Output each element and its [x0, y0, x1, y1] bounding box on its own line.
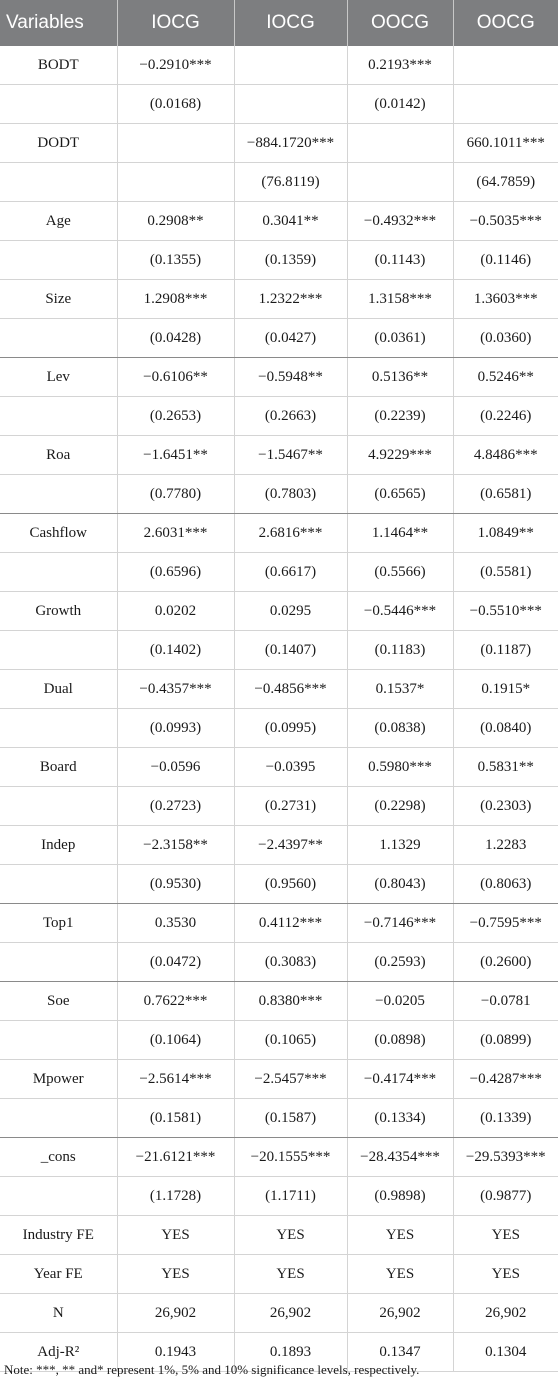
- coefficient-cell: (0.7803): [234, 475, 347, 514]
- coefficient-cell: (0.2731): [234, 787, 347, 826]
- table-body: [0, 46, 558, 1372]
- coefficient-cell: (0.1407): [234, 631, 347, 670]
- table-row-se: [0, 553, 558, 592]
- coefficient-cell: −0.6106**: [117, 358, 234, 397]
- coefficient-cell: [453, 46, 558, 85]
- variable-name-cell: [0, 1099, 117, 1138]
- coefficient-cell: (0.0838): [347, 709, 453, 748]
- coefficient-cell: (0.1355): [117, 241, 234, 280]
- coefficient-cell: 0.3530: [117, 904, 234, 943]
- coefficient-cell: −0.4287***: [453, 1060, 558, 1099]
- coefficient-cell: (0.1334): [347, 1099, 453, 1138]
- coefficient-cell: −0.5446***: [347, 592, 453, 631]
- coefficient-cell: [234, 85, 347, 124]
- coefficient-cell: YES: [234, 1255, 347, 1294]
- variable-name-cell: [0, 1021, 117, 1060]
- coefficient-cell: 0.7622***: [117, 982, 234, 1021]
- variable-name-cell: Mpower: [0, 1060, 117, 1099]
- header-oocg-2: OOCG: [453, 0, 558, 46]
- header-variables: Variables: [0, 0, 117, 46]
- coefficient-cell: (0.7780): [117, 475, 234, 514]
- coefficient-cell: 1.2908***: [117, 280, 234, 319]
- variable-name-cell: Age: [0, 202, 117, 241]
- coefficient-cell: (0.1402): [117, 631, 234, 670]
- coefficient-cell: −0.0781: [453, 982, 558, 1021]
- coefficient-cell: −0.4357***: [117, 670, 234, 709]
- coefficient-cell: −0.4932***: [347, 202, 453, 241]
- coefficient-cell: (0.6596): [117, 553, 234, 592]
- table-row: [0, 1255, 558, 1294]
- coefficient-cell: −0.0205: [347, 982, 453, 1021]
- coefficient-cell: (0.1587): [234, 1099, 347, 1138]
- variable-name-cell: [0, 397, 117, 436]
- coefficient-cell: 660.1011***: [453, 124, 558, 163]
- variable-name-cell: Growth: [0, 592, 117, 631]
- variable-name-cell: [0, 163, 117, 202]
- coefficient-cell: −0.0596: [117, 748, 234, 787]
- coefficient-cell: 0.0295: [234, 592, 347, 631]
- table-row: [0, 202, 558, 241]
- table-row: [0, 280, 558, 319]
- coefficient-cell: (0.3083): [234, 943, 347, 982]
- coefficient-cell: (76.8119): [234, 163, 347, 202]
- coefficient-cell: (0.1581): [117, 1099, 234, 1138]
- coefficient-cell: (0.1187): [453, 631, 558, 670]
- coefficient-cell: −0.5035***: [453, 202, 558, 241]
- coefficient-cell: 1.3603***: [453, 280, 558, 319]
- coefficient-cell: (0.2653): [117, 397, 234, 436]
- coefficient-cell: [347, 163, 453, 202]
- coefficient-cell: (0.0840): [453, 709, 558, 748]
- header-iocg-2: IOCG: [234, 0, 347, 46]
- coefficient-cell: 1.1464**: [347, 514, 453, 553]
- coefficient-cell: −2.5457***: [234, 1060, 347, 1099]
- coefficient-cell: (0.0899): [453, 1021, 558, 1060]
- table-row: [0, 982, 558, 1021]
- coefficient-cell: (1.1728): [117, 1177, 234, 1216]
- coefficient-cell: (0.1339): [453, 1099, 558, 1138]
- table-note: Note: ***, ** and* represent 1%, 5% and 10% significance levels, respectively.: [4, 1362, 420, 1377]
- coefficient-cell: YES: [347, 1255, 453, 1294]
- coefficient-cell: (0.0428): [117, 319, 234, 358]
- coefficient-cell: YES: [453, 1255, 558, 1294]
- coefficient-cell: 0.4112***: [234, 904, 347, 943]
- variable-name-cell: [0, 865, 117, 904]
- coefficient-cell: (0.8043): [347, 865, 453, 904]
- variable-name-cell: [0, 553, 117, 592]
- coefficient-cell: (0.2663): [234, 397, 347, 436]
- coefficient-cell: −0.7595***: [453, 904, 558, 943]
- coefficient-cell: (0.0427): [234, 319, 347, 358]
- coefficient-cell: (0.1146): [453, 241, 558, 280]
- coefficient-cell: (0.2298): [347, 787, 453, 826]
- variable-name-cell: _cons: [0, 1138, 117, 1177]
- table-row: [0, 904, 558, 943]
- table-row-se: [0, 475, 558, 514]
- coefficient-cell: −28.4354***: [347, 1138, 453, 1177]
- coefficient-cell: −29.5393***: [453, 1138, 558, 1177]
- coefficient-cell: 0.5831**: [453, 748, 558, 787]
- coefficient-cell: (0.5581): [453, 553, 558, 592]
- variable-name-cell: Indep: [0, 826, 117, 865]
- variable-name-cell: Board: [0, 748, 117, 787]
- coefficient-cell: 0.8380***: [234, 982, 347, 1021]
- table-row-se: [0, 241, 558, 280]
- variable-name-cell: DODT: [0, 124, 117, 163]
- coefficient-cell: (0.2600): [453, 943, 558, 982]
- coefficient-cell: −0.7146***: [347, 904, 453, 943]
- coefficient-cell: (0.0361): [347, 319, 453, 358]
- coefficient-cell: (0.1064): [117, 1021, 234, 1060]
- coefficient-cell: 26,902: [234, 1294, 347, 1333]
- table-row-se: [0, 1177, 558, 1216]
- coefficient-cell: (0.1143): [347, 241, 453, 280]
- coefficient-cell: 0.3041**: [234, 202, 347, 241]
- coefficient-cell: −2.3158**: [117, 826, 234, 865]
- variable-name-cell: Lev: [0, 358, 117, 397]
- coefficient-cell: (0.0995): [234, 709, 347, 748]
- table-row: [0, 1294, 558, 1333]
- coefficient-cell: (0.0360): [453, 319, 558, 358]
- coefficient-cell: YES: [234, 1216, 347, 1255]
- coefficient-cell: 0.1943: [117, 1333, 234, 1372]
- variable-name-cell: [0, 85, 117, 124]
- coefficient-cell: 1.2322***: [234, 280, 347, 319]
- variable-name-cell: Soe: [0, 982, 117, 1021]
- coefficient-cell: YES: [117, 1216, 234, 1255]
- coefficient-cell: [453, 85, 558, 124]
- coefficient-cell: 1.1329: [347, 826, 453, 865]
- table-row-se: [0, 163, 558, 202]
- table-row-se: [0, 397, 558, 436]
- variable-name-cell: Cashflow: [0, 514, 117, 553]
- coefficient-cell: (0.5566): [347, 553, 453, 592]
- header-oocg-1: OOCG: [347, 0, 453, 46]
- coefficient-cell: 0.0202: [117, 592, 234, 631]
- coefficient-cell: 4.9229***: [347, 436, 453, 475]
- coefficient-cell: (0.0142): [347, 85, 453, 124]
- variable-name-cell: Top1: [0, 904, 117, 943]
- table-row: [0, 748, 558, 787]
- coefficient-cell: −1.5467**: [234, 436, 347, 475]
- coefficient-cell: −0.4856***: [234, 670, 347, 709]
- coefficient-cell: −0.2910***: [117, 46, 234, 85]
- coefficient-cell: [347, 124, 453, 163]
- coefficient-cell: (64.7859): [453, 163, 558, 202]
- coefficient-cell: (0.1065): [234, 1021, 347, 1060]
- coefficient-cell: (1.1711): [234, 1177, 347, 1216]
- coefficient-cell: (0.1183): [347, 631, 453, 670]
- table-row-se: [0, 1021, 558, 1060]
- coefficient-cell: 0.5136**: [347, 358, 453, 397]
- coefficient-cell: 26,902: [347, 1294, 453, 1333]
- coefficient-cell: (0.9898): [347, 1177, 453, 1216]
- table-row-se: [0, 787, 558, 826]
- variable-name-cell: BODT: [0, 46, 117, 85]
- coefficient-cell: (0.0993): [117, 709, 234, 748]
- coefficient-cell: (0.6565): [347, 475, 453, 514]
- table-row: [0, 826, 558, 865]
- table-row-se: [0, 1099, 558, 1138]
- coefficient-cell: (0.9560): [234, 865, 347, 904]
- coefficient-cell: 1.0849**: [453, 514, 558, 553]
- coefficient-cell: (0.0168): [117, 85, 234, 124]
- coefficient-cell: 0.2908**: [117, 202, 234, 241]
- coefficient-cell: (0.2246): [453, 397, 558, 436]
- coefficient-cell: 4.8486***: [453, 436, 558, 475]
- table-row-se: [0, 865, 558, 904]
- coefficient-cell: −0.0395: [234, 748, 347, 787]
- coefficient-cell: (0.0472): [117, 943, 234, 982]
- table-row-se: [0, 319, 558, 358]
- coefficient-cell: (0.2723): [117, 787, 234, 826]
- table-row: [0, 46, 558, 85]
- variable-name-cell: [0, 475, 117, 514]
- coefficient-cell: 0.5980***: [347, 748, 453, 787]
- coefficient-cell: 0.1893: [234, 1333, 347, 1372]
- coefficient-cell: [234, 46, 347, 85]
- coefficient-cell: (0.6581): [453, 475, 558, 514]
- coefficient-cell: 2.6816***: [234, 514, 347, 553]
- table-row: [0, 514, 558, 553]
- table-row: [0, 1138, 558, 1177]
- coefficient-cell: −0.4174***: [347, 1060, 453, 1099]
- coefficient-cell: (0.2593): [347, 943, 453, 982]
- table-row: [0, 592, 558, 631]
- table-row: [0, 436, 558, 475]
- variable-name-cell: Roa: [0, 436, 117, 475]
- coefficient-cell: −21.6121***: [117, 1138, 234, 1177]
- variable-name-cell: Industry FE: [0, 1216, 117, 1255]
- coefficient-cell: (0.6617): [234, 553, 347, 592]
- variable-name-cell: N: [0, 1294, 117, 1333]
- coefficient-cell: (0.2303): [453, 787, 558, 826]
- coefficient-cell: 0.1915*: [453, 670, 558, 709]
- coefficient-cell: (0.8063): [453, 865, 558, 904]
- coefficient-cell: (0.2239): [347, 397, 453, 436]
- header-iocg-1: IOCG: [117, 0, 234, 46]
- coefficient-cell: YES: [453, 1216, 558, 1255]
- variable-name-cell: [0, 709, 117, 748]
- coefficient-cell: 0.1304: [453, 1333, 558, 1372]
- coefficient-cell: 1.3158***: [347, 280, 453, 319]
- table-row: [0, 358, 558, 397]
- coefficient-cell: 26,902: [117, 1294, 234, 1333]
- coefficient-cell: (0.0898): [347, 1021, 453, 1060]
- variable-name-cell: [0, 241, 117, 280]
- coefficient-cell: [117, 163, 234, 202]
- table-row: [0, 1060, 558, 1099]
- variable-name-cell: Year FE: [0, 1255, 117, 1294]
- coefficient-cell: 2.6031***: [117, 514, 234, 553]
- coefficient-cell: 0.1537*: [347, 670, 453, 709]
- variable-name-cell: [0, 631, 117, 670]
- variable-name-cell: Dual: [0, 670, 117, 709]
- table-row-se: [0, 709, 558, 748]
- coefficient-cell: −2.5614***: [117, 1060, 234, 1099]
- coefficient-cell: (0.1359): [234, 241, 347, 280]
- coefficient-cell: YES: [117, 1255, 234, 1294]
- table-row-se: [0, 631, 558, 670]
- table-row: [0, 670, 558, 709]
- variable-name-cell: Adj-R²: [0, 1333, 117, 1372]
- coefficient-cell: −0.5948**: [234, 358, 347, 397]
- coefficient-cell: 0.5246**: [453, 358, 558, 397]
- coefficient-cell: −884.1720***: [234, 124, 347, 163]
- coefficient-cell: (0.9877): [453, 1177, 558, 1216]
- coefficient-cell: [117, 124, 234, 163]
- variable-name-cell: [0, 1177, 117, 1216]
- coefficient-cell: YES: [347, 1216, 453, 1255]
- variable-name-cell: [0, 943, 117, 982]
- coefficient-cell: 0.1347: [347, 1333, 453, 1372]
- table-header-row: [0, 0, 558, 46]
- coefficient-cell: −0.5510***: [453, 592, 558, 631]
- coefficient-cell: (0.9530): [117, 865, 234, 904]
- table-row-se: [0, 943, 558, 982]
- coefficient-cell: 26,902: [453, 1294, 558, 1333]
- coefficient-cell: 1.2283: [453, 826, 558, 865]
- table-row-se: [0, 85, 558, 124]
- coefficient-cell: 0.2193***: [347, 46, 453, 85]
- coefficient-cell: −1.6451**: [117, 436, 234, 475]
- variable-name-cell: [0, 787, 117, 826]
- table-row: [0, 124, 558, 163]
- coefficient-cell: −2.4397**: [234, 826, 347, 865]
- coefficient-cell: −20.1555***: [234, 1138, 347, 1177]
- variable-name-cell: Size: [0, 280, 117, 319]
- table-row: [0, 1216, 558, 1255]
- variable-name-cell: [0, 319, 117, 358]
